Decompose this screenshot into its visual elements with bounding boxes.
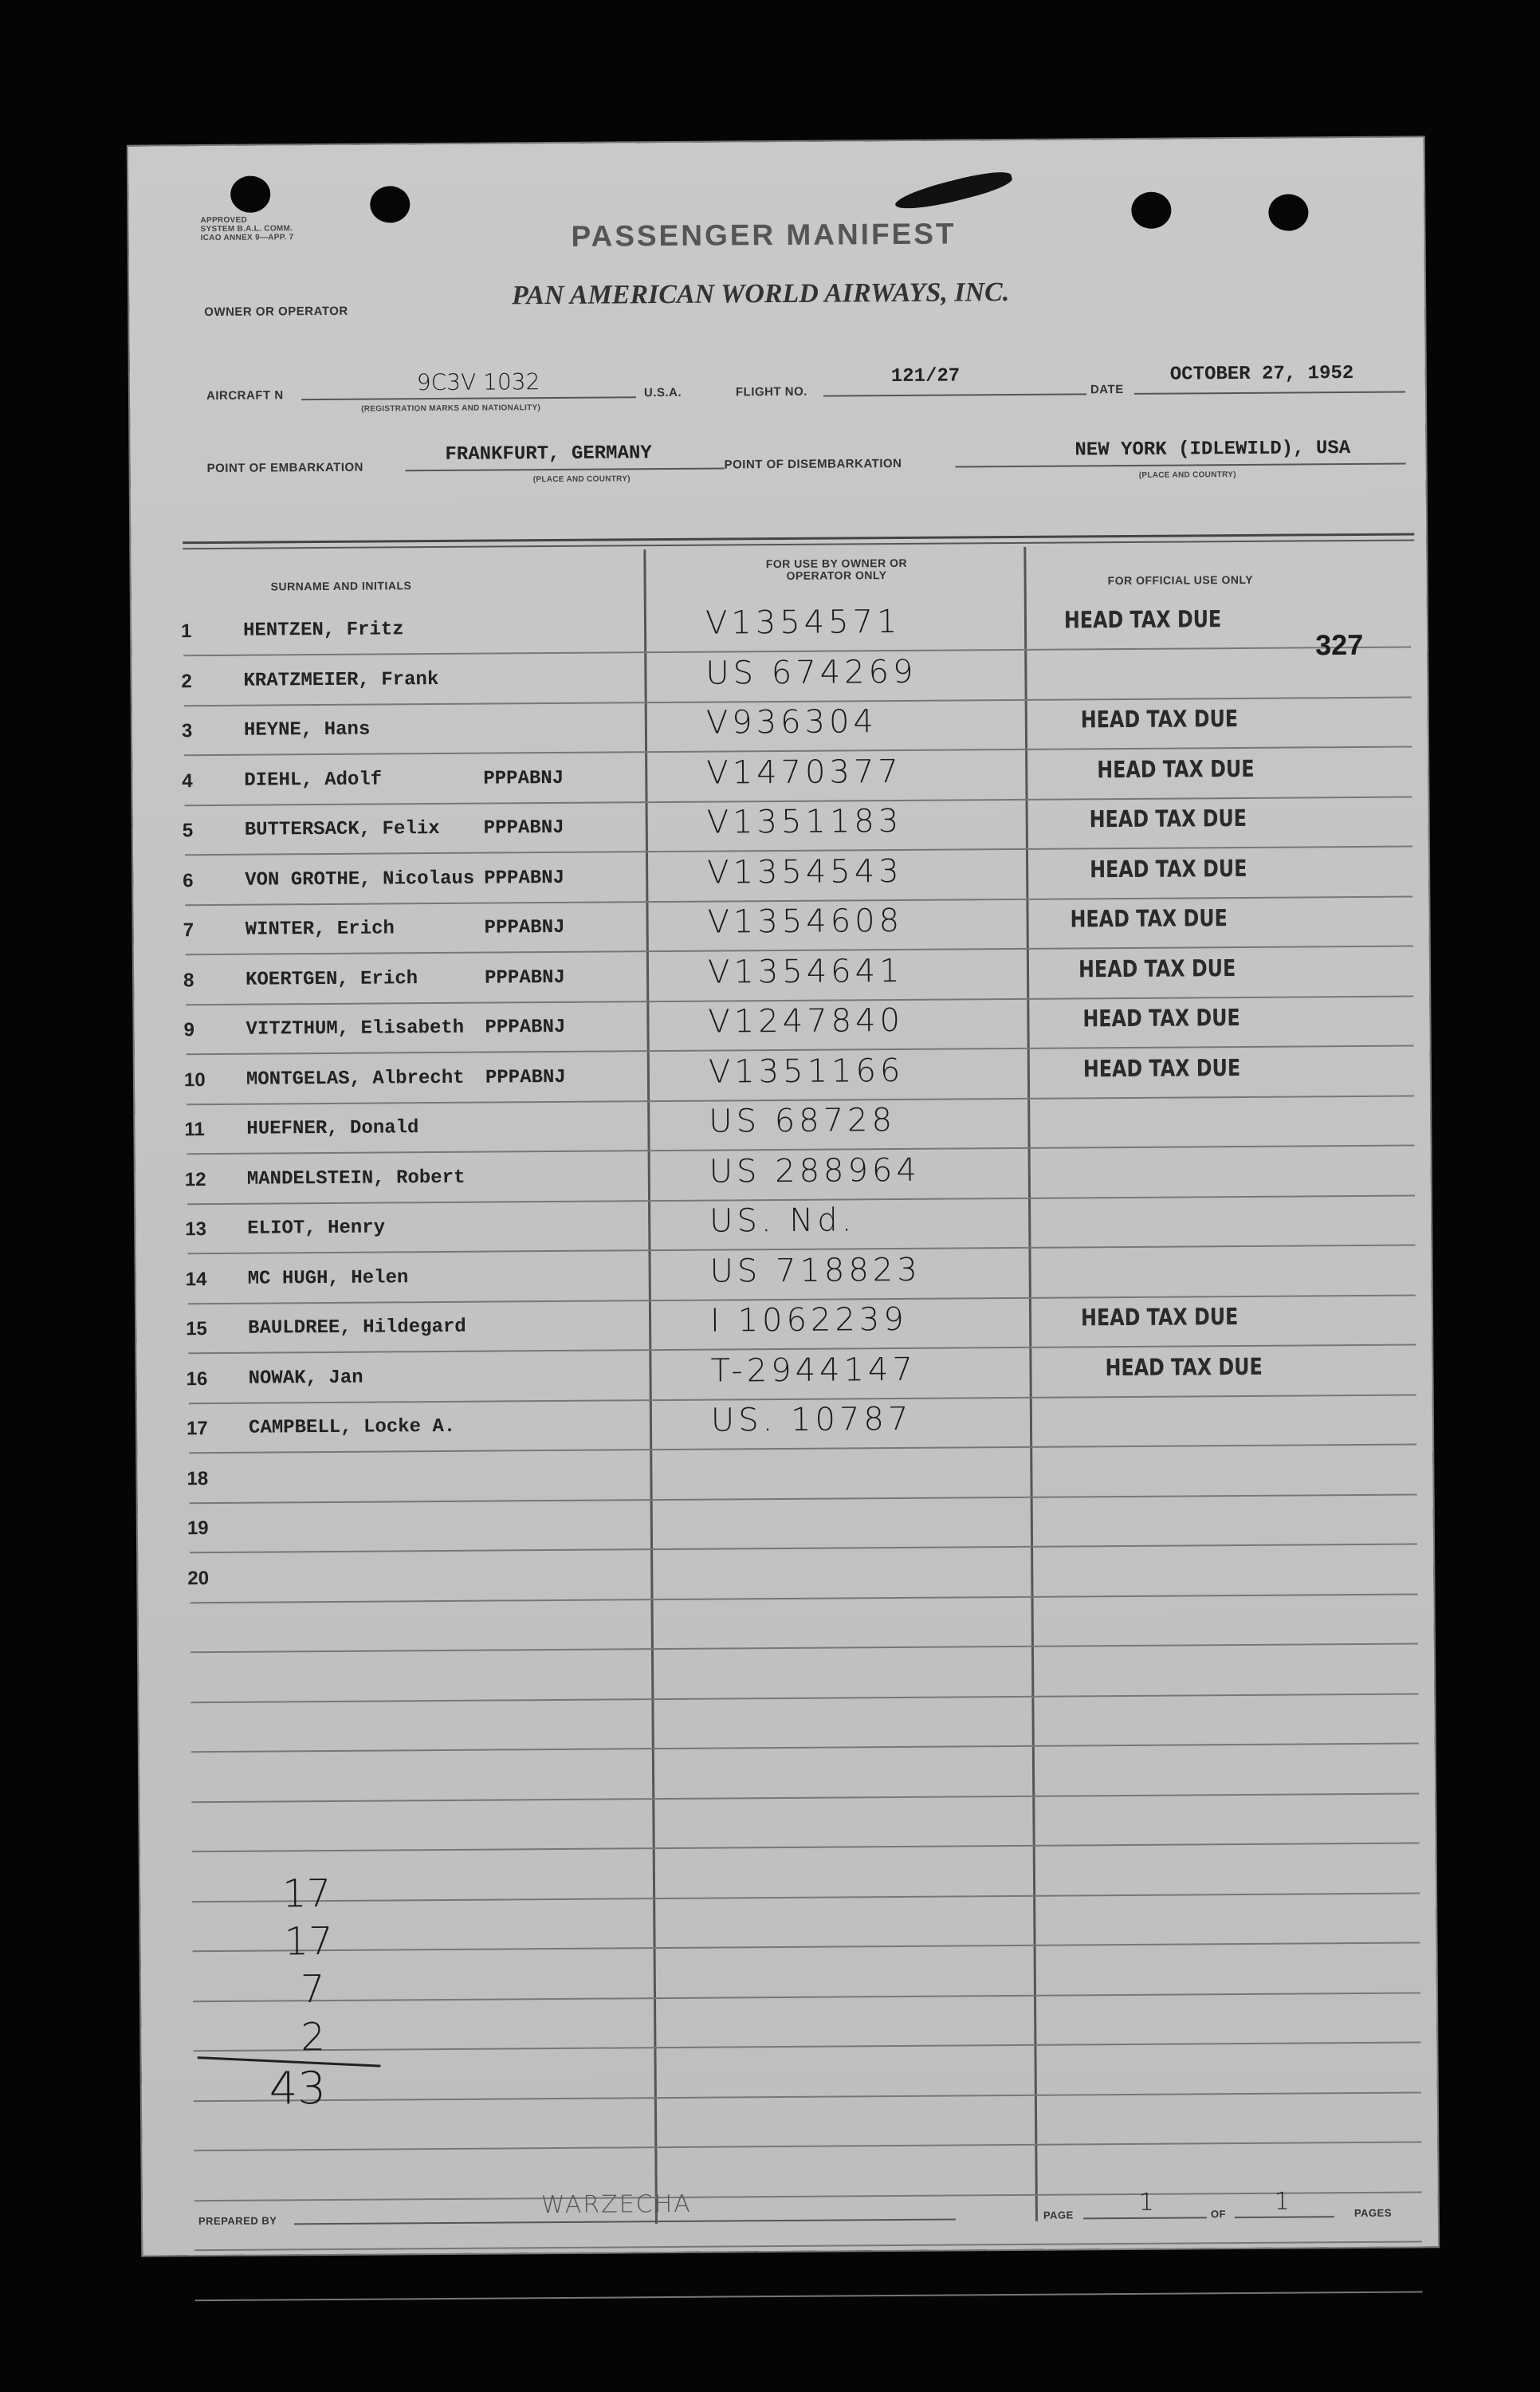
passenger-name: HENTZEN, Fritz <box>242 619 404 642</box>
passport-number: US 288964 <box>709 1151 921 1190</box>
passenger-code: PPPABNJ <box>485 1066 566 1089</box>
row-number: 16 <box>186 1368 208 1391</box>
row-rule <box>194 2241 1422 2251</box>
aircraft-underline <box>301 396 636 400</box>
page-underline <box>1083 2217 1207 2219</box>
row-rule <box>191 1742 1419 1753</box>
row-number: 8 <box>183 970 194 992</box>
passenger-name: ELIOT, Henry <box>247 1217 386 1240</box>
official-note: HEAD TAX DUE <box>1097 754 1255 784</box>
official-note: HEAD TAX DUE <box>1070 904 1228 933</box>
passenger-name: WINTER, Erich <box>245 918 395 941</box>
row-rule <box>194 2141 1421 2151</box>
disembark-sub: (PLACE AND COUNTRY) <box>1138 470 1236 480</box>
page-value: 1 <box>1138 2188 1155 2217</box>
tally-value: 17 <box>281 1871 332 1917</box>
row-rule <box>191 1792 1419 1803</box>
prepared-label: PREPARED BY <box>198 2214 277 2228</box>
row-rule <box>191 1593 1418 1603</box>
prepared-underline <box>294 2219 956 2225</box>
row-number: 7 <box>183 919 194 942</box>
row-number: 4 <box>182 770 193 793</box>
passport-number: T-2944147 <box>710 1351 917 1390</box>
row-number: 18 <box>187 1468 209 1490</box>
official-note: HEAD TAX DUE <box>1090 854 1247 883</box>
passport-number: US 718823 <box>709 1251 921 1290</box>
row-number: 13 <box>185 1218 207 1241</box>
punch-hole <box>1131 192 1171 229</box>
row-rule <box>190 1493 1417 1504</box>
official-note: HEAD TAX DUE <box>1080 705 1239 734</box>
passenger-name: BAULDREE, Hildegard <box>248 1316 466 1340</box>
row-rule <box>194 2091 1421 2102</box>
official-note: HEAD TAX DUE <box>1089 804 1247 833</box>
col-header-official: FOR OFFICIAL USE ONLY <box>1107 572 1254 588</box>
date-value: OCTOBER 27, 1952 <box>1169 362 1354 386</box>
row-number: 5 <box>182 820 194 842</box>
row-rule <box>193 1942 1420 1952</box>
row-rule <box>192 1842 1420 1852</box>
embark-underline <box>406 467 725 471</box>
owner-label: OWNER OR OPERATOR <box>204 304 348 320</box>
passport-number: V1247840 <box>708 1001 905 1041</box>
col-header-surname: SURNAME AND INITIALS <box>270 579 412 593</box>
of-underline <box>1235 2216 1334 2218</box>
row-rule <box>191 1693 1418 1703</box>
passport-number: V1351183 <box>706 802 903 841</box>
passport-number: V1354608 <box>707 902 904 941</box>
col-header-owner <box>649 557 1023 583</box>
disembark-underline <box>956 463 1406 468</box>
passenger-name: NOWAK, Jan <box>248 1367 363 1390</box>
punch-hole <box>1268 194 1308 230</box>
row-rule <box>194 2191 1422 2201</box>
pages-label: PAGES <box>1353 2206 1393 2220</box>
passport-number: US 68728 <box>709 1102 897 1140</box>
aircraft-label: AIRCRAFT N <box>206 388 284 403</box>
official-note: HEAD TAX DUE <box>1105 1352 1263 1382</box>
stamp-number: 327 <box>1315 628 1364 662</box>
passport-number: V1354571 <box>705 603 902 642</box>
row-number: 15 <box>186 1318 207 1340</box>
passenger-name: KRATZMEIER, Frank <box>243 669 439 692</box>
passenger-name: DIEHL, Adolf <box>244 769 383 792</box>
passenger-name: BUTTERSACK, Felix <box>244 817 440 841</box>
passenger-code: PPPABNJ <box>483 767 564 790</box>
embark-sub: (PLACE AND COUNTRY) <box>532 474 631 485</box>
disembark-label: POINT OF DISEMBARKATION <box>724 456 902 472</box>
tally-value: 17 <box>284 1918 333 1965</box>
passenger-code: PPPABNJ <box>484 867 565 890</box>
passenger-name: VITZTHUM, Elisabeth <box>246 1017 465 1041</box>
official-note: HEAD TAX DUE <box>1082 1003 1240 1033</box>
row-number: 3 <box>181 720 193 742</box>
embark-value: FRANKFURT, GERMANY <box>445 443 652 466</box>
passport-number: US. Nd. <box>709 1202 856 1240</box>
row-number: 17 <box>186 1418 208 1440</box>
approval-line: ICAO ANNEX 9—APP. 7 <box>200 233 294 243</box>
table-top-rule <box>183 533 1414 544</box>
row-rule <box>190 1543 1417 1553</box>
passenger-name: HEYNE, Hans <box>243 718 371 742</box>
passport-number: I 1062239 <box>709 1300 908 1340</box>
row-number: 20 <box>187 1568 210 1590</box>
row-number: 1 <box>180 620 192 643</box>
tally-value: 7 <box>300 1967 325 2012</box>
row-number: 9 <box>183 1019 194 1041</box>
row-rule <box>192 1892 1420 1902</box>
passport-number: V1354641 <box>707 952 904 991</box>
flight-underline <box>823 393 1086 396</box>
row-number: 2 <box>181 671 192 693</box>
punch-hole <box>370 186 410 222</box>
page-label: PAGE <box>1043 2209 1074 2221</box>
of-value: 1 <box>1274 2187 1291 2216</box>
row-rule <box>193 2041 1420 2052</box>
passport-number: V936304 <box>705 703 878 742</box>
owner-value: PAN AMERICAN WORLD AIRWAYS, INC. <box>511 277 1010 311</box>
approval-line: SYSTEM B.A.L. COMM. <box>200 224 293 234</box>
row-rule <box>193 1992 1420 2002</box>
passport-number: V1354543 <box>707 852 903 891</box>
flight-label: FLIGHT NO. <box>735 384 808 399</box>
prepared-value: WARZECHA <box>540 2189 692 2220</box>
official-note: HEAD TAX DUE <box>1063 605 1222 634</box>
official-note: HEAD TAX DUE <box>1080 1303 1239 1332</box>
passport-number: US 674269 <box>705 653 917 692</box>
row-rule <box>189 1443 1416 1454</box>
tally-value: 43 <box>269 2063 327 2115</box>
punch-hole <box>230 175 270 212</box>
col-header-owner-text: FOR USE BY OWNER OR OPERATOR ONLY <box>765 556 908 582</box>
row-number: 12 <box>184 1169 206 1191</box>
row-number: 19 <box>187 1517 209 1540</box>
passenger-name: MANDELSTEIN, Robert <box>246 1166 466 1190</box>
tally-value: 2 <box>301 2015 326 2060</box>
passenger-name: HUEFNER, Donald <box>246 1117 419 1140</box>
torn-mark <box>893 166 1014 215</box>
aircraft-sub: (REGISTRATION MARKS AND NATIONALITY) <box>361 403 541 414</box>
official-note: HEAD TAX DUE <box>1078 954 1236 983</box>
passenger-name: MONTGELAS, Albrecht <box>246 1067 465 1091</box>
row-rule <box>191 1643 1418 1653</box>
official-note: HEAD TAX DUE <box>1082 1053 1241 1083</box>
passport-number: V1470377 <box>706 753 902 792</box>
country-label: U.S.A. <box>643 385 682 400</box>
passenger-name: VON GROTHE, Nicolaus <box>245 867 475 891</box>
passenger-code: PPPABNJ <box>484 916 565 939</box>
row-number: 11 <box>184 1119 205 1141</box>
manifest-sheet <box>128 137 1438 2255</box>
passport-number: US. 10787 <box>710 1400 913 1439</box>
page-title: PASSENGER MANIFEST <box>571 217 957 253</box>
row-rule <box>195 2291 1423 2301</box>
passenger-name: CAMPBELL, Locke A. <box>248 1415 456 1439</box>
passport-number: V1351166 <box>708 1052 905 1091</box>
approval-line: APPROVED <box>200 215 248 226</box>
date-label: DATE <box>1090 382 1124 397</box>
flight-value: 121/27 <box>890 365 961 388</box>
of-label: OF <box>1210 2208 1227 2221</box>
passenger-code: PPPABNJ <box>485 1016 566 1039</box>
passenger-code: PPPABNJ <box>484 966 566 989</box>
passenger-name: KOERTGEN, Erich <box>245 968 418 991</box>
row-rules <box>128 137 1424 146</box>
row-number: 10 <box>183 1069 206 1092</box>
embark-label: POINT OF EMBARKATION <box>206 460 364 476</box>
aircraft-value: 9C3V 1032 <box>416 368 540 396</box>
disembark-value: NEW YORK (IDLEWILD), USA <box>1074 438 1351 462</box>
passenger-code: PPPABNJ <box>483 816 564 840</box>
passenger-name: MC HUGH, Helen <box>247 1267 409 1290</box>
row-number: 6 <box>183 870 194 892</box>
approval-stamp <box>200 215 293 242</box>
date-underline <box>1134 391 1405 395</box>
row-number: 14 <box>185 1269 207 1291</box>
